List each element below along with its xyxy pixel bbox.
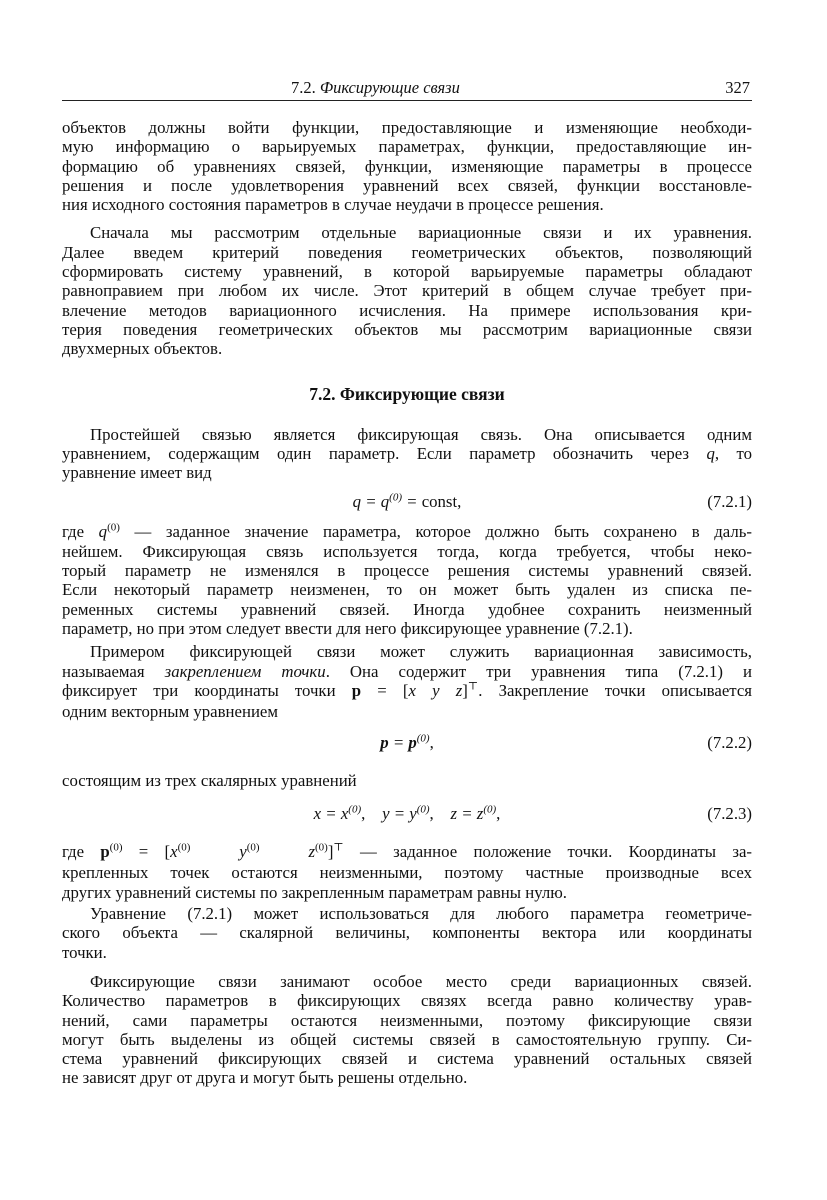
text-line: где $q^{(0)}$ — заданное значение параметра, которое должно быть сохранено в даль- [62, 521, 752, 542]
text-line: Уравнение (7.2.1) может использоваться для любого параметра геометриче- [90, 904, 752, 924]
text-line: уравнение имеет вид [62, 463, 212, 483]
text-line: торый параметр не изменялся в процессе решения системы уравнений связей. [62, 561, 752, 581]
equation-expression: $q = q^{(0)}$ = const, [352, 491, 462, 512]
text-line: Если некоторый параметр неизменен, то он может быть удален из списка пе- [62, 580, 752, 600]
equation-expression: $p = p^{(0)}$, [380, 732, 434, 753]
text-line: Фиксирующие связи занимают особое место среди вариационных связей. [90, 971, 752, 991]
text-line: терия поведения геометрических объектов мы рассмотрим вариационные связи [62, 319, 752, 339]
text-line: одним векторным уравнением [62, 701, 279, 721]
equation-7-2-2 [62, 721, 752, 765]
page-body [62, 118, 752, 1088]
text-line: точки. [62, 942, 107, 962]
text-line: Простейшей связью является фиксирующая связь. Она описывается одним [90, 424, 752, 444]
text-line: где $p^{(0)} = [x^{(0)}$ $y^{(0)}$ $z^{(0)}]^⊤$ — заданное положение точки. Координаты за- [62, 841, 753, 862]
text-line: влечение методов вариационного исчисления. На примере использования кри- [62, 300, 752, 320]
paragraph-intro-1 [62, 118, 752, 214]
section-heading: 7.2. Фиксирующие связи [309, 383, 505, 404]
running-header [62, 78, 752, 101]
paragraph-9 [62, 972, 752, 1088]
text-line: уравнением, содержащим один параметр. Если параметр обозначить через q, то [62, 443, 752, 463]
paragraph-intro-2 [62, 223, 752, 358]
text-line: мую информацию о варьируемых параметрах, функции, предоставляющие ин- [62, 137, 752, 157]
equation-7-2-1 [62, 482, 752, 522]
page-number: 327 [725, 78, 750, 97]
text-line: крепленных точек остаются неизменными, поэтому частные производные всех [62, 863, 752, 883]
equation-7-2-3 [62, 790, 752, 838]
paragraph-5 [62, 642, 752, 721]
text-line: Сначала мы рассмотрим отдельные вариационные связи и их уравнения. [90, 223, 752, 243]
text-line: ременных системы уравнений связей. Иногда удобнее сохранить неизменный [62, 599, 752, 619]
text-line: не зависят друг от друга и могут быть решены отдельно. [62, 1068, 468, 1088]
running-header-title: 7.2. Фиксирующие связи [291, 78, 460, 97]
paragraph-7 [62, 842, 752, 902]
equation-number: (7.2.2) [707, 733, 752, 753]
text-line: других уравнений системы по закрепленным параметрам равны нулю. [62, 882, 567, 902]
text-line: равноправием при любом их числе. Этот критерий в общем случае требует при- [62, 281, 752, 301]
text-line: Далее введем критерий поведения геометрических объектов, позволяющий [62, 242, 752, 262]
equation-expression: $x = x^{(0)}$, $y = y^{(0)}$, $z = z^{(0)}$, [313, 803, 501, 824]
text-line: параметр, но при этом следует ввести для него фиксирующее уравнение (7.2.1). [62, 618, 633, 638]
text-line: Примером фиксирующей связи может служить вариационная зависимость, [90, 642, 752, 662]
text-line: стема уравнений фиксирующих связей и система уравнений остальных связей [62, 1049, 752, 1069]
paragraph-4 [62, 522, 752, 638]
text-line: сформировать систему уравнений, в которой варьируемые параметры обладают [62, 262, 752, 282]
text-line: называемая закреплением точки. Она содержит три уравнения типа (7.2.1) и [62, 661, 752, 681]
text-line: решения и после удовлетворения уравнений всех связей, функции восстановле- [62, 175, 752, 195]
text-line: фиксирует три координаты точки p = [x y z]⊤. Закрепление точки описывается [62, 680, 752, 700]
text-line: формацию об уравнениях связей, функции, изменяющие параметры в процессе [62, 156, 752, 176]
paragraph-3 [62, 425, 752, 483]
paragraph-6 [62, 771, 752, 790]
text-line: состоящим из трех скалярных уравнений [62, 771, 357, 791]
equation-number: (7.2.3) [707, 804, 752, 824]
text-line: могут быть выделены из общей системы связей в самостоятельную группу. Си- [62, 1029, 752, 1049]
text-line: ния исходного состояния параметров в случае неудачи в процессе решения. [62, 195, 604, 215]
paragraph-8 [62, 904, 752, 962]
text-line: объектов должны войти функции, предоставляющие и изменяющие необходи- [62, 118, 752, 137]
text-line: двухмерных объектов. [62, 339, 223, 359]
text-line: нейшем. Фиксирующая связь используется тогда, когда требуется, чтобы неко- [62, 541, 752, 561]
text-line: Количество параметров в фиксирующих связях всегда равно количеству урав- [62, 991, 752, 1011]
equation-number: (7.2.1) [707, 492, 752, 512]
text-line: нений, сами параметры остаются неизменными, поэтому фиксирующие связи [62, 1010, 752, 1030]
text-line: ского объекта — скалярной величины, компоненты вектора или координаты [62, 923, 752, 943]
